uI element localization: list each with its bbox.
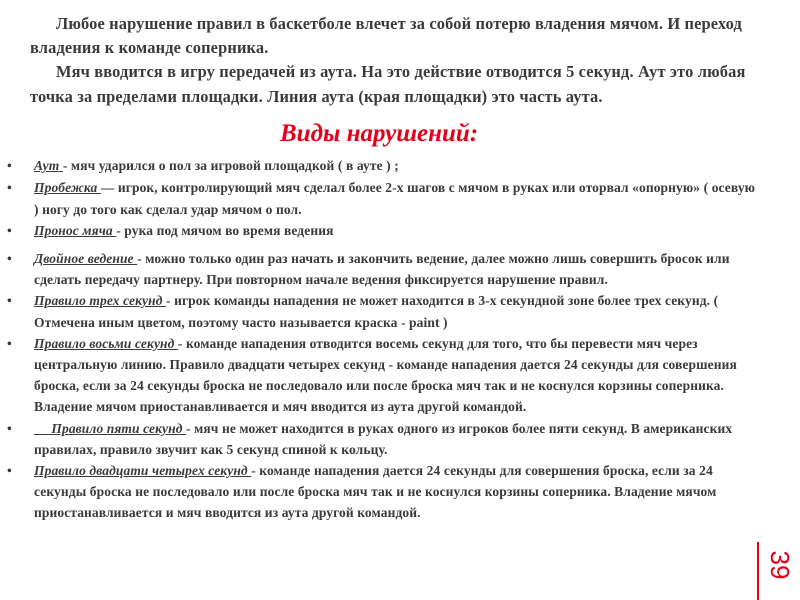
list-item (0, 290, 780, 332)
violation-term: Двойное ведение (34, 251, 138, 266)
list-item (0, 177, 780, 221)
intro-text (30, 12, 765, 109)
violation-description: - мяч не может находится в руках одного из игроков более пяти секунд. В американских правилах, правило звучит как 5 секунд спиной к кольцу. (34, 420, 733, 457)
bullet-icon: • (7, 293, 12, 309)
list-item (0, 418, 780, 460)
bullet-icon: • (7, 335, 12, 351)
bullet-icon: • (7, 179, 12, 195)
page-number: 39 (765, 550, 795, 580)
violation-description: - игрок команды нападения не может находится в 3-х секундной зоне более трех секунд. ( Отмечена иным цветом, поэтому часто называется краска - paint ) (34, 293, 719, 330)
violation-term: Пробежка (34, 179, 101, 195)
violation-description: — игрок, контролирующий мяч сделал более 2-х шагов с мячом в руках или оторвал «опорную» ( осевую ) ногу до того как сделал удар мячом о пол. (34, 179, 756, 217)
violations-list-bottom (0, 248, 780, 524)
slide-title: Виды нарушений: (280, 120, 479, 147)
violation-term: Пронос мяча (34, 223, 117, 239)
bullet-icon: • (7, 223, 12, 239)
violation-description: - команде нападения дается 24 секунды для совершения броска, если за 24 секунды броска не последовало или после броска мяч так и не коснулся корзины соперника. Владение мячом приостанавливается и мяч вводится из аута другой командой. (34, 463, 717, 521)
violations-list-top (0, 155, 780, 242)
violation-description: - команде нападения отводится восемь секунд для того, что бы перевести мяч через центральную линию. Правило двадцати четырех секунд - команде нападения дается 24 секунды для совершения броска, если за 24 секунды броска не последовало или после броска мяч так и не коснулся корзины соперника. Владение мячом приостанавливается и мяч вводится из аута другой командой. (34, 335, 737, 415)
bullet-icon: • (7, 251, 12, 266)
bullet-icon: • (7, 463, 12, 479)
list-item (0, 155, 780, 177)
list-item (0, 333, 780, 418)
violation-term: Правило пяти секунд (34, 420, 187, 436)
violation-description: - можно только один раз начать и закончить ведение, далее можно лишь совершить бросок или сделать передачу партнеру. При повторном начале ведения фиксируется нарушение правил. (34, 251, 730, 288)
list-item (0, 460, 780, 524)
violation-term: Правило восьми секунд (34, 335, 178, 351)
bullet-icon: • (7, 158, 12, 173)
list-item (0, 220, 780, 242)
bullet-icon: • (7, 420, 12, 436)
violation-description: - мяч ударился о пол за игровой площадкой ( в ауте ) ; (62, 158, 399, 173)
intro-paragraph-2: Мяч вводится в игру передачей из аута. На это действие отводится 5 секунд. Аут это любая точка за пределами площадки. Линия аута (края площадки) это часть аута. (30, 62, 746, 106)
list-item (0, 248, 780, 290)
violation-term: Аут (34, 158, 63, 173)
violation-term: Правило двадцати четырех секунд (34, 463, 252, 479)
intro-paragraph-1: Любое нарушение правил в баскетболе влечет за собой потерю владения мячом. И переход владения к команде соперника. (30, 14, 742, 58)
violation-term: Правило трех секунд (34, 293, 166, 309)
violation-description: - рука под мячом во время ведения (116, 223, 334, 239)
